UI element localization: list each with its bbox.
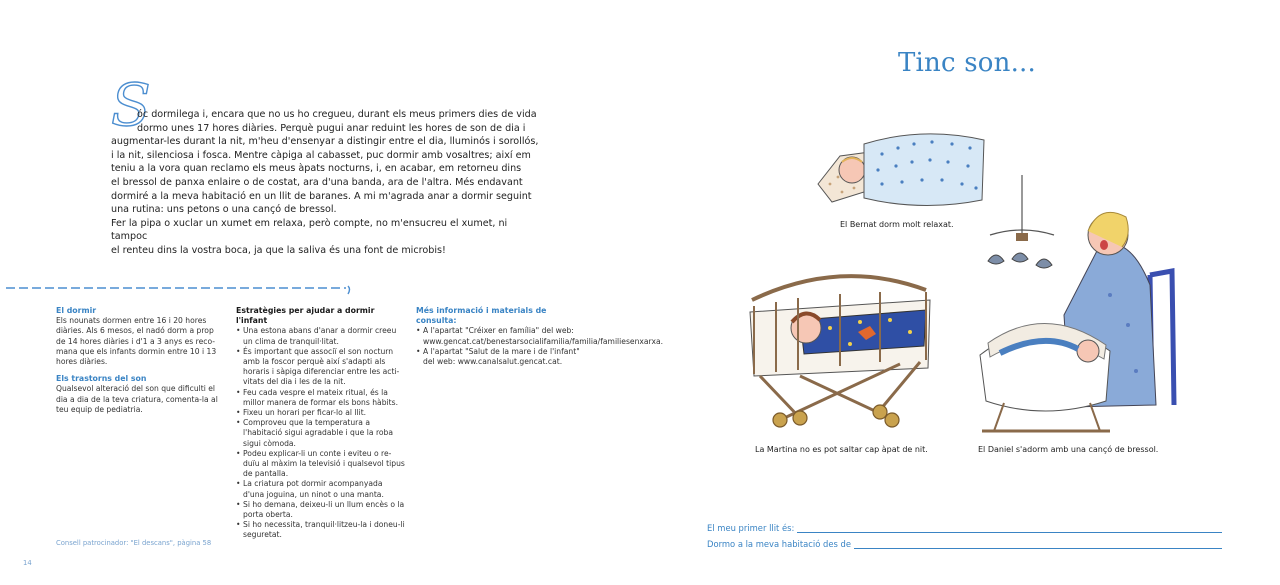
dashed-divider: [0, 281, 360, 295]
text-sleep: Els nounats dormen entre 16 i 20 hores diàries. Als 6 mesos, el nadó dorm a prop de 14 hores diàries i d'1 a 3 anys es reco-mana que els infants dormin entre 10 i 13 hores diàries.: [56, 316, 217, 367]
list-item: • A l'apartat "Créixer en família" del web: www.gencat.cat/benestarsocialifamilia/familia/familiesenxarxa.: [416, 326, 586, 346]
list-item: • Fixeu un horari per ficar-lo al llit.: [236, 408, 406, 418]
own-room-field[interactable]: [707, 539, 1222, 549]
heading-more-info: Més informació i materials de consulta:: [416, 306, 547, 326]
caption-bernat: El Bernat dorm molt relaxat.: [840, 220, 954, 229]
intro-line: i la nit, silenciosa i fosca. Mentre càpiga al cabasset, puc dormir amb vosaltres; així em: [111, 149, 531, 161]
intro-line: dormo unes 17 hores diàries. Perquè pugui anar reduint les hores de son de dia i: [137, 122, 526, 134]
first-bed-line[interactable]: [797, 524, 1222, 533]
info-column-strategies: [236, 306, 406, 541]
intro-line: el bressol de panxa enlaire o de costat, ara d'una banda, ara de l'altra. Més endavant: [111, 176, 523, 188]
intro-line: teniu a la vora quan reclamo els meus àpats nocturns, i, en acabar, em retorneu dins: [111, 163, 522, 175]
list-item: • Comproveu que la temperatura a l'habitació sigui agradable i que la roba sigui còmoda.: [236, 418, 406, 449]
caption-daniel: El Daniel s'adorm amb una cançó de bressol.: [978, 445, 1159, 454]
illustration-crib: [740, 250, 940, 435]
info-column-sleep: [56, 306, 224, 415]
first-bed-label: El meu primer llit és:: [707, 523, 795, 533]
first-bed-field[interactable]: [707, 523, 1222, 533]
intro-text: [111, 108, 541, 258]
intro-line: el renteu dins la vostra boca, ja que la saliva és una font de microbis!: [111, 244, 446, 256]
list-item: • Feu cada vespre el mateix ritual, és la millor manera de formar els bons hàbits.: [236, 388, 406, 408]
intro-line: dormiré a la meva habitació en un llit de baranes. A mi m'agrada anar a dormir seguint: [111, 190, 532, 202]
heading-sleep: El dormir: [56, 306, 97, 315]
own-room-line[interactable]: [854, 540, 1222, 549]
drop-cap: S: [111, 71, 151, 139]
info-column-more-info: [416, 306, 664, 367]
page-title: Tinc son...: [898, 48, 1036, 78]
list-item: • La criatura pot dormir acompanyada d'una joguina, un ninot o una manta.: [236, 479, 406, 499]
caption-martina: La Martina no es pot saltar cap àpat de nit.: [755, 445, 928, 454]
page-number: 14: [23, 559, 32, 567]
intro-line: una rutina: uns petons o una cançó de bressol.: [111, 204, 337, 216]
list-item: • És important que associï el son nocturn amb la foscor perquè així s'adapti als horaris i sàpiga diferenciar entre les acti-vitats del dia i les de la nit.: [236, 347, 406, 388]
list-item: • Si ho necessita, tranquil·litzeu-la i doneu-li seguretat.: [236, 520, 406, 540]
list-item: • Si ho demana, deixeu-li un llum encès o la porta oberta.: [236, 500, 406, 520]
list-item: • A l'apartat "Salut de la mare i de l'infant" del web: www.canalsalut.gencat.cat.: [416, 347, 586, 367]
heading-sleep-disorders: Els trastorns del son: [56, 374, 147, 384]
more-info-list: [416, 326, 664, 367]
list-item: • Podeu explicar-li un conte i eviteu o re-duïu al màxim la televisió i qualsevol tipus de pantalla.: [236, 449, 406, 480]
list-item: • Una estona abans d'anar a dormir creeu un clima de tranquil·litat.: [236, 326, 406, 346]
heading-strategies: Estratègies per ajudar a dormir l'infant: [236, 306, 375, 326]
own-room-label: Dormo a la meva habitació des de: [707, 539, 851, 549]
intro-line: augmentar-les durant la nit, m'heu d'ensenyar a distingir entre el dia, lluminós i sorollós,: [111, 136, 539, 148]
illustration-mother-bassinet: [960, 175, 1190, 440]
intro-line: óc dormilega i, encara que no us ho cregueu, durant els meus primers dies de vida: [137, 109, 537, 120]
footer-note: Consell patrocinador: "El descans", pàgina 58: [56, 539, 212, 547]
text-sleep-disorders: Qualsevol alteració del son que dificulti el dia a dia de la teva criatura, comenta-la al teu equip de pediatria.: [56, 384, 218, 414]
intro-line: Fer la pipa o xuclar un xumet em relaxa, però compte, no m'ensucreu el xumet, ni tampoc: [111, 217, 508, 243]
strategies-list: [236, 326, 406, 540]
